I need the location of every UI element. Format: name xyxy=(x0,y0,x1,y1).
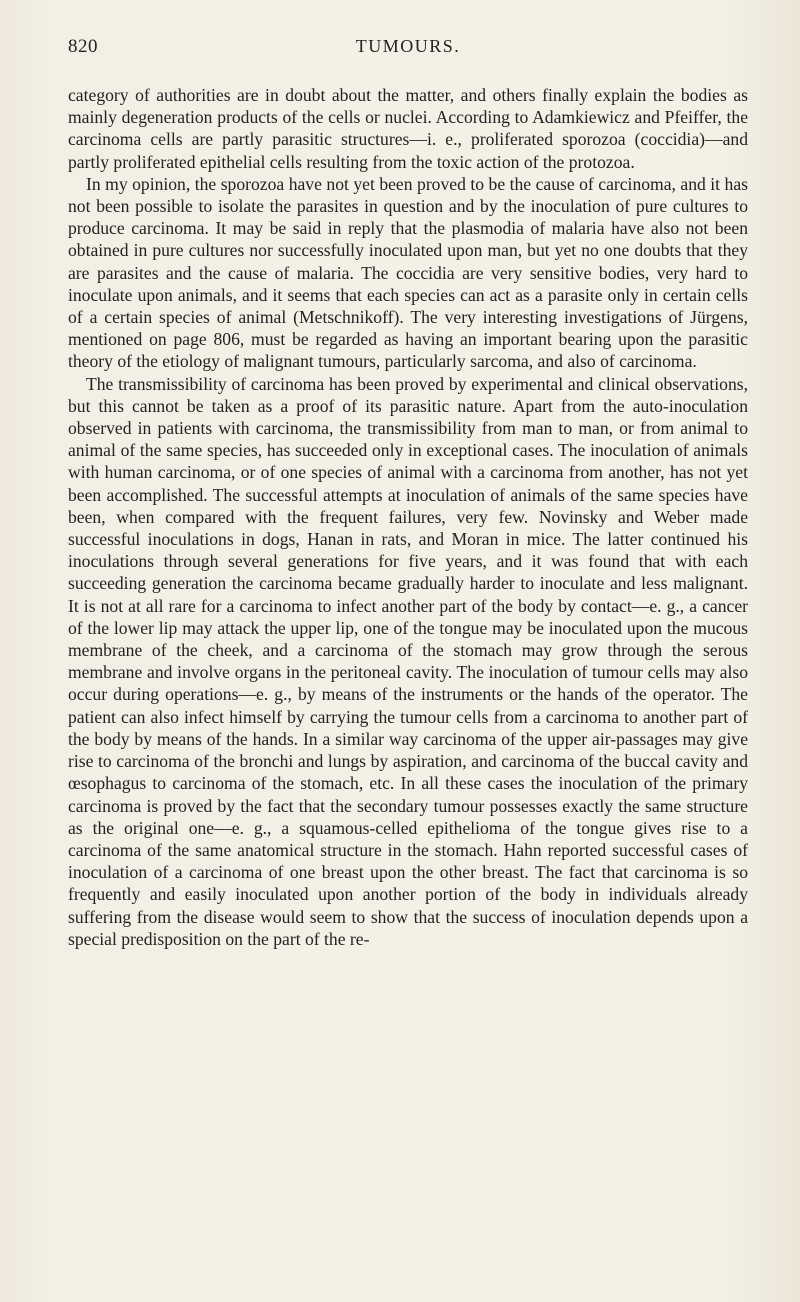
page-number: 820 xyxy=(68,36,98,57)
running-title: TUMOURS. xyxy=(355,36,461,56)
body-text xyxy=(68,84,748,950)
running-head xyxy=(68,36,748,62)
paragraph-continuation: category of authorities are in doubt about the matter, and others finally explain the bodies as mainly degeneration products of the cells or nuclei. According to Adamkiewicz and Pfeiffer, the carcinoma cells are partly parasitic structures—i. e., proliferated sporozoa (coccidia)—and partly proliferated epithelial cells resulting from the toxic action of the protozoa. xyxy=(68,85,748,172)
paragraph-transmissibility: The transmissibility of carcinoma has been proved by experimental and clinical observations, but this cannot be taken as a proof of its parasitic nature. Apart from the auto-inoculation observed in patients with carcinoma, the transmissibility from man to man, or from animal to animal of the same species, has succeeded only in exceptional cases. The inoculation of animals with human carcinoma, or of one species of animal with a carcinoma from another, has not yet been accomplished. The successful attempts at inoculation of animals of the same species have been, when compared with the frequent failures, very few. Novinsky and Weber made successful inoculations in dogs, Hanan in rats, and Moran in mice. The latter continued his inoculations through several generations for five years, and it was found that with each succeeding generation the carcinoma became gradually harder to inoculate and less malignant. It is not at all rare for a carcinoma to infect another part of the body by contact—e. g., a cancer of the lower lip may attack the upper lip, one of the tongue may be inoculated upon the mucous membrane of the cheek, and a carcinoma of the stomach may grow through the serous membrane and involve organs in the peritoneal cavity. The inoculation of tumour cells may also occur during operations—e. g., by means of the instruments or the hands of the operator. The patient can also infect himself by carrying the tumour cells from a carcinoma to another part of the body by means of the hands. In a similar way carcinoma of the upper air-passages may give rise to carcinoma of the bronchi and lungs by aspiration, and carcinoma of the buccal cavity and œsophagus to carcinoma of the stomach, etc. In all these cases the inoculation of the primary carcinoma is proved by the fact that the secondary tumour possesses exactly the same structure as the original one—e. g., a squamous-celled epithelioma of the tongue gives rise to a carcinoma of the same anatomical structure in the stomach. Hahn reported successful cases of inoculation of a carcinoma of one breast upon the other breast. The fact that carcinoma is so frequently and easily inoculated upon another portion of the body in individuals already suffering from the disease would seem to show that the success of inoculation depends upon a special predisposition on the part of the re- xyxy=(68,373,748,949)
paragraph-opinion: In my opinion, the sporozoa have not yet been proved to be the cause of carcinoma, and it has not been possible to isolate the parasites in question and by the inoculation of pure cultures to produce carcinoma. It may be said in reply that the plasmodia of malaria have also not been obtained in pure cultures nor successfully inoculated upon man, but yet no one doubts that they are parasites and the cause of malaria. The coccidia are very sensitive bodies, very hard to inoculate upon animals, and it seems that each species can act as a parasite only in certain cells of a certain species of animal (Metschnikoff). The very interesting investigations of Jürgens, mentioned on page 806, must be regarded as having an important bearing upon the parasitic theory of the etiology of malignant tumours, particularly sarcoma, and also of carcinoma. xyxy=(68,173,748,372)
